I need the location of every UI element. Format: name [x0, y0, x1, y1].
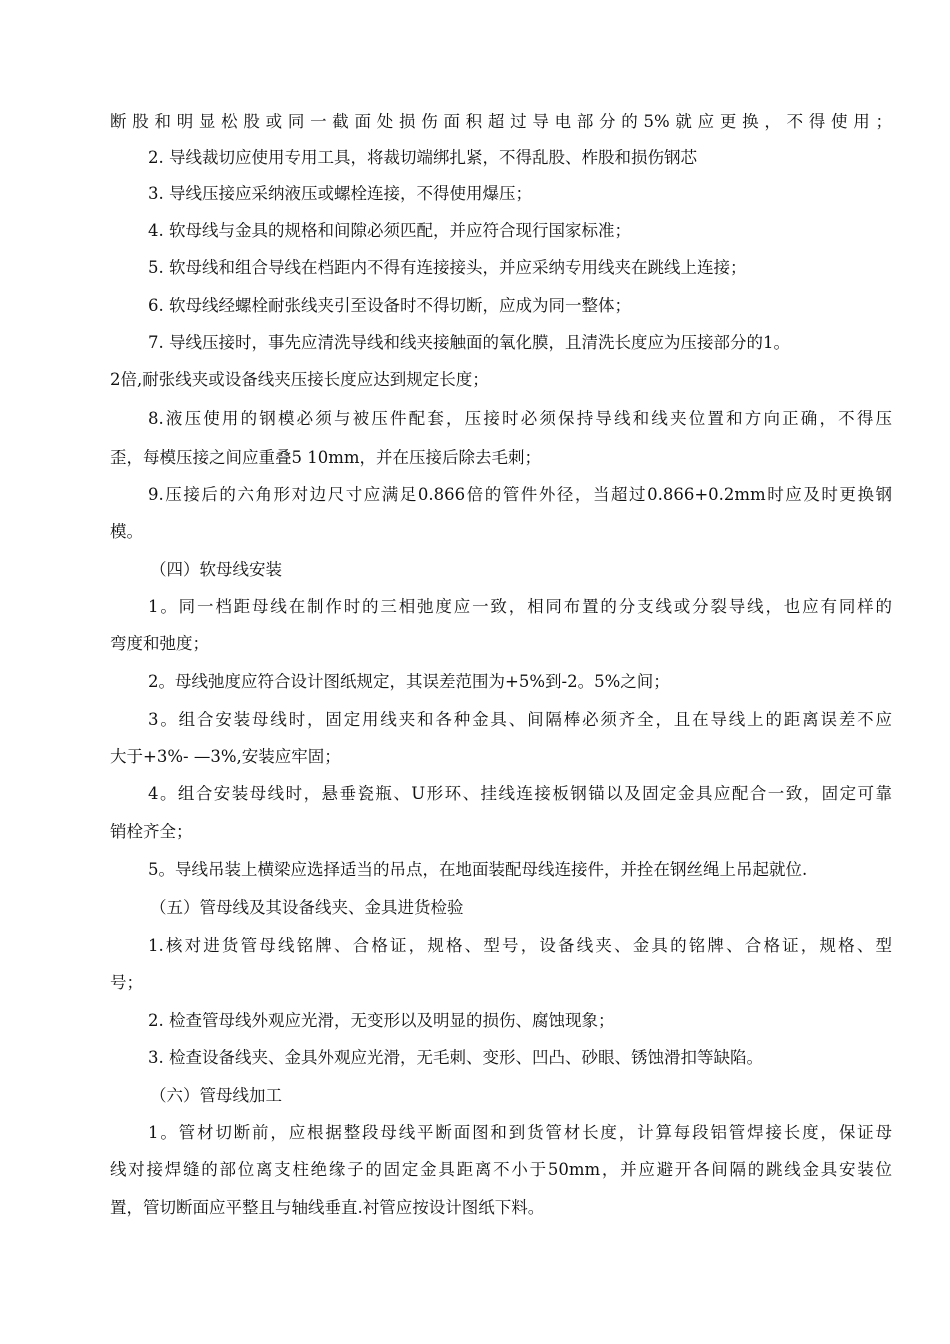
paragraph-line: 歪，每模压接之间应重叠5 10mm，并在压接后除去毛刺；	[110, 448, 542, 467]
paragraph-line: 模。	[110, 522, 143, 541]
paragraph-line: 号；	[110, 973, 143, 992]
paragraph-line: 7. 导线压接时，事先应清洗导线和线夹接触面的氧化膜，且清洗长度应为压接部分的1。	[148, 333, 790, 352]
paragraph-line: 2倍,耐张线夹或设备线夹压接长度应达到规定长度；	[110, 370, 489, 389]
paragraph-line: 弯度和弛度；	[110, 634, 209, 653]
paragraph-line: 5. 软母线和组合导线在档距内不得有连接接头，并应采纳专用线夹在跳线上连接；	[148, 258, 747, 277]
paragraph-line: 2. 导线裁切应使用专用工具，将裁切端绑扎紧，不得乱股、柞股和损伤钢芯	[148, 148, 697, 167]
paragraph-line: 9.压接后的六角形对边尺寸应满足0.866倍的管件外径，当超过0.866+0.2mm时应及时更换钢	[148, 485, 892, 504]
paragraph-line: 大于+3%- —3%,安装应牢固；	[110, 747, 341, 766]
section-heading: （四）软母线安装	[150, 560, 282, 579]
paragraph-line: 4。组合安装母线时，悬垂瓷瓶、U形环、挂线连接板钢锚以及固定金具应配合一致，固定可靠	[148, 784, 892, 803]
paragraph-line: 6. 软母线经螺栓耐张线夹引至设备时不得切断，应成为同一整体；	[148, 296, 631, 315]
paragraph-line: 1。管材切断前，应根据整段母线平断面图和到货管材长度，计算每段铝管焊接长度，保证母	[148, 1123, 892, 1142]
paragraph-line: 2. 检查管母线外观应光滑，无变形以及明显的损伤、腐蚀现象；	[148, 1011, 615, 1030]
section-heading: （六）管母线加工	[150, 1086, 282, 1105]
paragraph-line: 2。母线弛度应符合设计图纸规定，其误差范围为+5%到-2。5%之间；	[148, 672, 670, 691]
paragraph-line: 置，管切断面应平整且与轴线垂直.衬管应按设计图纸下料。	[110, 1198, 545, 1217]
paragraph-line: 4. 软母线与金具的规格和间隙必须匹配，并应符合现行国家标准；	[148, 221, 631, 240]
paragraph-line: 1。同一档距母线在制作时的三相弛度应一致，相同布置的分支线或分裂导线，也应有同样的	[148, 597, 892, 616]
paragraph-line: 3. 检查设备线夹、金具外观应光滑，无毛刺、变形、凹凸、砂眼、锈蚀滑扣等缺陷。	[148, 1048, 763, 1067]
paragraph-line: 5。导线吊装上横梁应选择适当的吊点，在地面装配母线连接件，并拴在钢丝绳上吊起就位.	[148, 860, 808, 879]
paragraph-line: 断股和明显松股或同一截面处损伤面积超过导电部分的5%就应更换，不得使用；	[110, 112, 892, 131]
paragraph-line: 销栓齐全；	[110, 822, 193, 841]
paragraph-line: 线对接焊缝的部位离支柱绝缘子的固定金具距离不小于50mm，并应避开各间隔的跳线金具安装位	[110, 1160, 892, 1179]
section-heading: （五）管母线及其设备线夹、金具进货检验	[150, 898, 464, 917]
paragraph-line: 1.核对进货管母线铭牌、合格证，规格、型号，设备线夹、金具的铭牌、合格证，规格、型	[148, 936, 892, 955]
paragraph-line: 3。组合安装母线时，固定用线夹和各种金具、间隔棒必须齐全，且在导线上的距离误差不应	[148, 710, 892, 729]
paragraph-line: 8.液压使用的钢模必须与被压件配套，压接时必须保持导线和线夹位置和方向正确，不得压	[148, 409, 892, 428]
paragraph-line: 3. 导线压接应采纳液压或螺栓连接，不得使用爆压；	[148, 184, 532, 203]
